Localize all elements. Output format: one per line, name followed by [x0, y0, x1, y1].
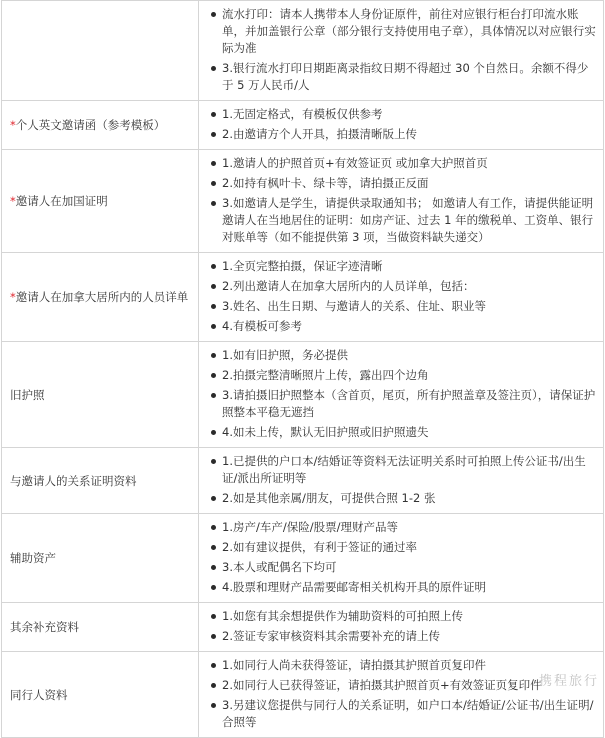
requirement-item-text: 3.银行流水打印日期距离录指纹日期不得超过 30 个自然日。余额不得少于 5 万人民币/人 [222, 61, 589, 92]
bullet-dot-icon [211, 634, 216, 639]
bullet-dot-icon [211, 353, 216, 358]
requirement-item-text: 1.无固定格式，有模板仅供参考 [222, 107, 383, 121]
bullet-dot-icon [211, 181, 216, 186]
bullet-dot-icon [211, 614, 216, 619]
requirement-label-cell [2, 448, 199, 514]
requirement-item [209, 367, 597, 384]
requirement-item-text: 4.有模板可参考 [222, 319, 302, 333]
requirement-item-text: 3.姓名、出生日期、与邀请人的关系、住址、职业等 [222, 299, 486, 313]
requirement-item-text: 1.全页完整拍摄，保证字迹清晰 [222, 259, 383, 273]
requirement-row [2, 448, 604, 514]
requirement-item-text: 2.签证专家审核资料其余需要补充的请上传 [222, 629, 440, 643]
requirement-item-text: 1.房产/车产/保险/股票/理财产品等 [222, 520, 398, 534]
bullet-dot-icon [211, 525, 216, 530]
requirement-label-cell [2, 652, 199, 738]
requirement-label-cell [2, 253, 199, 342]
requirement-item-text: 1.邀请人的护照首页+有效签证页 或加拿大护照首页 [222, 156, 488, 170]
requirement-item-text: 2.如同行人已获得签证，请拍摄其护照首页+有效签证页复印件 [222, 678, 542, 692]
requirement-items-cell [199, 514, 604, 603]
requirement-row [2, 253, 604, 342]
requirement-item [209, 579, 597, 596]
requirement-item [209, 453, 597, 487]
requirement-label-cell [2, 101, 199, 150]
requirement-item-text: 2.如持有枫叶卡、绿卡等，请拍摄正反面 [222, 176, 429, 190]
requirements-table [1, 0, 604, 738]
requirement-item-text: 1.如同行人尚未获得签证，请拍摄其护照首页复印件 [222, 658, 486, 672]
requirement-items-cell [199, 150, 604, 253]
requirement-item-text: 3.另建议您提供与同行人的关系证明，如户口本/结婚证/公证书/出生证明/合照等 [222, 698, 594, 729]
requirement-item [209, 347, 597, 364]
bullet-dot-icon [211, 459, 216, 464]
requirement-item-text: 3.本人或配偶名下均可 [222, 560, 337, 574]
bullet-dot-icon [211, 132, 216, 137]
bullet-dot-icon [211, 66, 216, 71]
requirement-items-cell [199, 342, 604, 448]
bullet-dot-icon [211, 585, 216, 590]
requirement-item [209, 155, 597, 172]
bullet-dot-icon [211, 545, 216, 550]
requirement-item [209, 6, 597, 57]
requirement-item [209, 278, 597, 295]
requirement-item [209, 318, 597, 335]
requirement-label-cell [2, 1, 199, 101]
requirement-row [2, 342, 604, 448]
requirement-items-cell [199, 101, 604, 150]
requirement-item-text: 1.如您有其余想提供作为辅助资料的可拍照上传 [222, 609, 463, 623]
bullet-dot-icon [211, 393, 216, 398]
requirement-row [2, 514, 604, 603]
requirement-item [209, 126, 597, 143]
bullet-dot-icon [211, 496, 216, 501]
requirement-items-cell [199, 1, 604, 101]
requirement-item-text: 3.如邀请人是学生，请提供录取通知书； 如邀请人有工作，请提供能证明邀请人在当地居住的证明：如房产证、过去 1 年的缴税单、工资单、银行对账单等（如不能提供第 3 项，当做资料缺失递交） [222, 196, 594, 244]
requirement-items-cell [199, 652, 604, 738]
bullet-dot-icon [211, 304, 216, 309]
requirement-label: 其余补充资料 [10, 620, 79, 634]
requirement-item-text: 1.已提供的户口本/结婚证等资料无法证明关系时可拍照上传公证书/出生证/派出所证明等 [222, 454, 586, 485]
required-asterisk: * [10, 118, 16, 132]
requirement-label: 旧护照 [10, 387, 45, 402]
requirement-row [2, 101, 604, 150]
requirement-item-text: 2.如是其他亲属/朋友，可提供合照 1-2 张 [222, 491, 436, 505]
requirement-row [2, 150, 604, 253]
bullet-dot-icon [211, 201, 216, 206]
requirement-item [209, 424, 597, 441]
bullet-dot-icon [211, 12, 216, 17]
requirement-item-text: 3.请拍摄旧护照整本（含首页，尾页，所有护照盖章及签注页），请保证护照整本平稳无遮挡 [222, 388, 596, 419]
requirement-label-cell [2, 603, 199, 652]
requirements-table-body [2, 1, 604, 738]
requirement-label: 邀请人在加国证明 [15, 194, 108, 208]
required-asterisk: * [10, 290, 16, 304]
requirement-item-text: 流水打印：请本人携带本人身份证原件，前往对应银行柜台打印流水账单，并加盖银行公章（部分银行支持使用电子章），具体情况以对应银行实际为准 [222, 7, 596, 55]
bullet-dot-icon [211, 703, 216, 708]
bullet-dot-icon [211, 663, 216, 668]
bullet-dot-icon [211, 112, 216, 117]
requirement-item-text: 2.由邀请方个人开具，拍摄清晰版上传 [222, 127, 417, 141]
requirement-label: 同行人资料 [10, 687, 68, 702]
requirement-label: 辅助资产 [10, 551, 56, 565]
requirement-row [2, 1, 604, 101]
requirement-row [2, 652, 604, 738]
requirement-label-cell [2, 514, 199, 603]
requirement-label-cell [2, 150, 199, 253]
bullet-dot-icon [211, 430, 216, 435]
bullet-dot-icon [211, 264, 216, 269]
requirement-item [209, 387, 597, 421]
requirement-item [209, 298, 597, 315]
requirement-item [209, 539, 597, 556]
requirement-item-text: 4.股票和理财产品需要邮寄相关机构开具的原件证明 [222, 580, 486, 594]
requirement-item [209, 195, 597, 246]
requirement-items-cell [199, 253, 604, 342]
bullet-dot-icon [211, 373, 216, 378]
requirement-item [209, 258, 597, 275]
requirement-item [209, 697, 597, 731]
requirement-label-cell [2, 342, 199, 448]
requirement-label: 个人英文邀请函（参考模板） [15, 118, 166, 132]
requirement-item [209, 519, 597, 536]
requirement-item [209, 608, 597, 625]
bullet-dot-icon [211, 161, 216, 166]
bullet-dot-icon [211, 284, 216, 289]
requirement-item-text: 2.列出邀请人在加拿大居所内的人员详单，包括： [222, 279, 475, 293]
requirement-label: 邀请人在加拿大居所内的人员详单 [15, 290, 189, 304]
requirement-item [209, 559, 597, 576]
requirement-items-cell [199, 603, 604, 652]
watermark-logo: 携程旅行 [538, 674, 599, 689]
requirement-item [209, 175, 597, 192]
requirement-item-text: 2.如有建议提供，有利于签证的通过率 [222, 540, 417, 554]
requirement-row [2, 603, 604, 652]
requirement-item-text: 4.如未上传，默认无旧护照或旧护照遗失 [222, 425, 429, 439]
requirement-item [209, 106, 597, 123]
bullet-dot-icon [211, 683, 216, 688]
bullet-dot-icon [211, 565, 216, 570]
requirement-items-cell [199, 448, 604, 514]
required-asterisk: * [10, 194, 16, 208]
requirement-item-text: 1.如有旧护照，务必提供 [222, 348, 348, 362]
requirement-label: 与邀请人的关系证明资料 [10, 473, 137, 488]
requirement-item [209, 60, 597, 94]
requirement-item [209, 628, 597, 645]
requirement-item-text: 2.拍摄完整清晰照片上传，露出四个边角 [222, 368, 429, 382]
requirement-item [209, 490, 597, 507]
bullet-dot-icon [211, 324, 216, 329]
